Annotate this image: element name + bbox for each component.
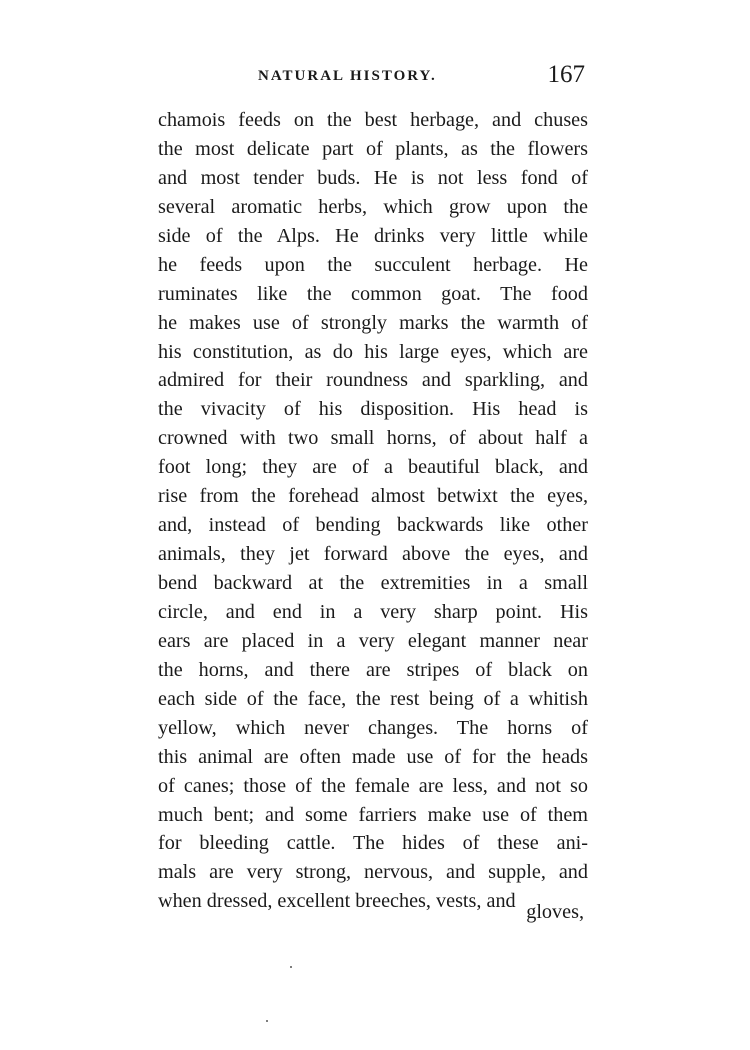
text-line: chamois feeds on the best herbage, and chuses (158, 109, 588, 131)
paper-speck (266, 1020, 268, 1022)
text-line: circle, and end in a very sharp point. His (158, 600, 588, 623)
catchword: gloves, (526, 901, 584, 923)
text-line: the vivacity of his disposition. His head is (158, 398, 588, 421)
text-line: the horns, and there are stripes of black on (158, 658, 588, 681)
text-line: of canes; those of the female are less, and not so (158, 774, 588, 797)
text-line: side of the Alps. He drinks very little while (158, 224, 588, 247)
text-line: and most tender buds. He is not less fond of (158, 166, 588, 189)
text-line: and, instead of bending backwards like other (158, 514, 588, 537)
text-line: for bleeding cattle. The hides of these ani- (158, 832, 588, 855)
text-line: admired for their roundness and sparkling, and (158, 369, 588, 392)
text-line: this animal are often made use of for the heads (158, 745, 588, 768)
text-line: when dressed, excellent breeches, vests, and (158, 890, 516, 913)
text-line: animals, they jet forward above the eyes, and (158, 543, 588, 566)
text-line: he makes use of strongly marks the warmth of (158, 311, 588, 334)
text-line: rise from the forehead almost betwixt the eyes, (158, 485, 588, 508)
text-line: the most delicate part of plants, as the flowers (158, 137, 588, 160)
text-line: ruminates like the common goat. The food (158, 282, 588, 305)
running-head (258, 61, 590, 96)
text-line: his constitution, as do his large eyes, which are (158, 340, 588, 363)
text-line: much bent; and some farriers make use of them (158, 803, 588, 826)
text-line: bend backward at the extremities in a small (158, 572, 588, 594)
page-number: 167 (547, 61, 585, 88)
text-line: ears are placed in a very elegant manner near (158, 629, 588, 652)
text-line: he feeds upon the succulent herbage. He (158, 253, 588, 276)
body-text (158, 106, 588, 916)
text-line: foot long; they are of a beautiful black, and (158, 456, 588, 479)
text-line: several aromatic herbs, which grow upon the (158, 195, 588, 218)
text-line: crowned with two small horns, of about half a (158, 427, 588, 450)
text-line: yellow, which never changes. The horns of (158, 716, 588, 739)
running-head-title: NATURAL HISTORY. (258, 68, 437, 84)
paper-speck (290, 966, 292, 968)
text-line: each side of the face, the rest being of a whitish (158, 687, 588, 710)
text-line: mals are very strong, nervous, and supple, and (158, 861, 588, 884)
